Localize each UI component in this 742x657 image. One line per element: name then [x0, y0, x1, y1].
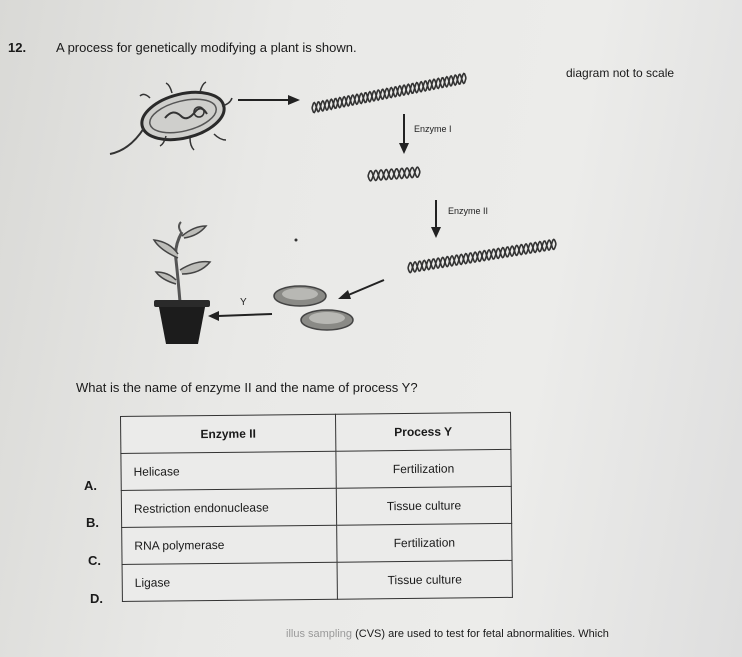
cell-enzyme: Ligase	[122, 562, 337, 601]
question-number: 12.	[8, 40, 27, 55]
arrow-right-1	[238, 95, 300, 105]
question-text: A process for genetically modifying a plant is shown.	[56, 40, 357, 55]
cell-process: Tissue culture	[337, 560, 512, 599]
enzyme-2-arrow	[431, 200, 441, 238]
cell-enzyme: RNA polymerase	[122, 525, 337, 564]
next-question-fragment	[286, 628, 609, 640]
option-c-label[interactable]: C.	[88, 553, 101, 568]
option-a-label[interactable]: A.	[84, 478, 97, 493]
next-question-text: (CVS) are used to test for fetal abnormalities. Which	[355, 628, 609, 640]
enzyme-1-label: Enzyme I	[414, 124, 452, 134]
table-row[interactable]	[121, 449, 511, 490]
process-y-arrow	[208, 311, 272, 321]
enzyme-1-arrow	[399, 114, 409, 154]
arrow-to-cells	[338, 280, 384, 299]
option-b-label[interactable]: B.	[86, 515, 99, 530]
enzyme-2-label: Enzyme II	[448, 206, 489, 216]
diagram-note: diagram not to scale	[566, 66, 675, 80]
potted-plant-illustration	[154, 222, 210, 344]
cell-process: Fertilization	[337, 523, 512, 562]
cell-process: Tissue culture	[336, 486, 511, 525]
plant-cells-illustration	[274, 286, 353, 330]
process-y-label: Y	[240, 297, 247, 308]
question-prompt: What is the name of enzyme II and the name of process Y?	[76, 380, 418, 395]
header-process: Process Y	[335, 412, 510, 451]
cell-process: Fertilization	[336, 449, 511, 488]
answer-table	[120, 412, 513, 602]
option-d-label[interactable]: D.	[90, 591, 103, 606]
bacterium-illustration	[110, 82, 232, 154]
cell-enzyme: Helicase	[121, 451, 336, 490]
header-enzyme: Enzyme II	[121, 414, 336, 453]
next-question-faded: illus sampling	[286, 628, 353, 640]
dna-fragment	[368, 167, 420, 181]
table-row[interactable]	[122, 523, 512, 564]
recombinant-dna	[408, 239, 556, 272]
cell-enzyme: Restriction endonuclease	[121, 488, 336, 527]
table-row[interactable]	[122, 560, 512, 601]
table-row[interactable]	[121, 486, 511, 527]
table-header-row	[121, 412, 511, 453]
dna-strand-long	[312, 74, 466, 113]
